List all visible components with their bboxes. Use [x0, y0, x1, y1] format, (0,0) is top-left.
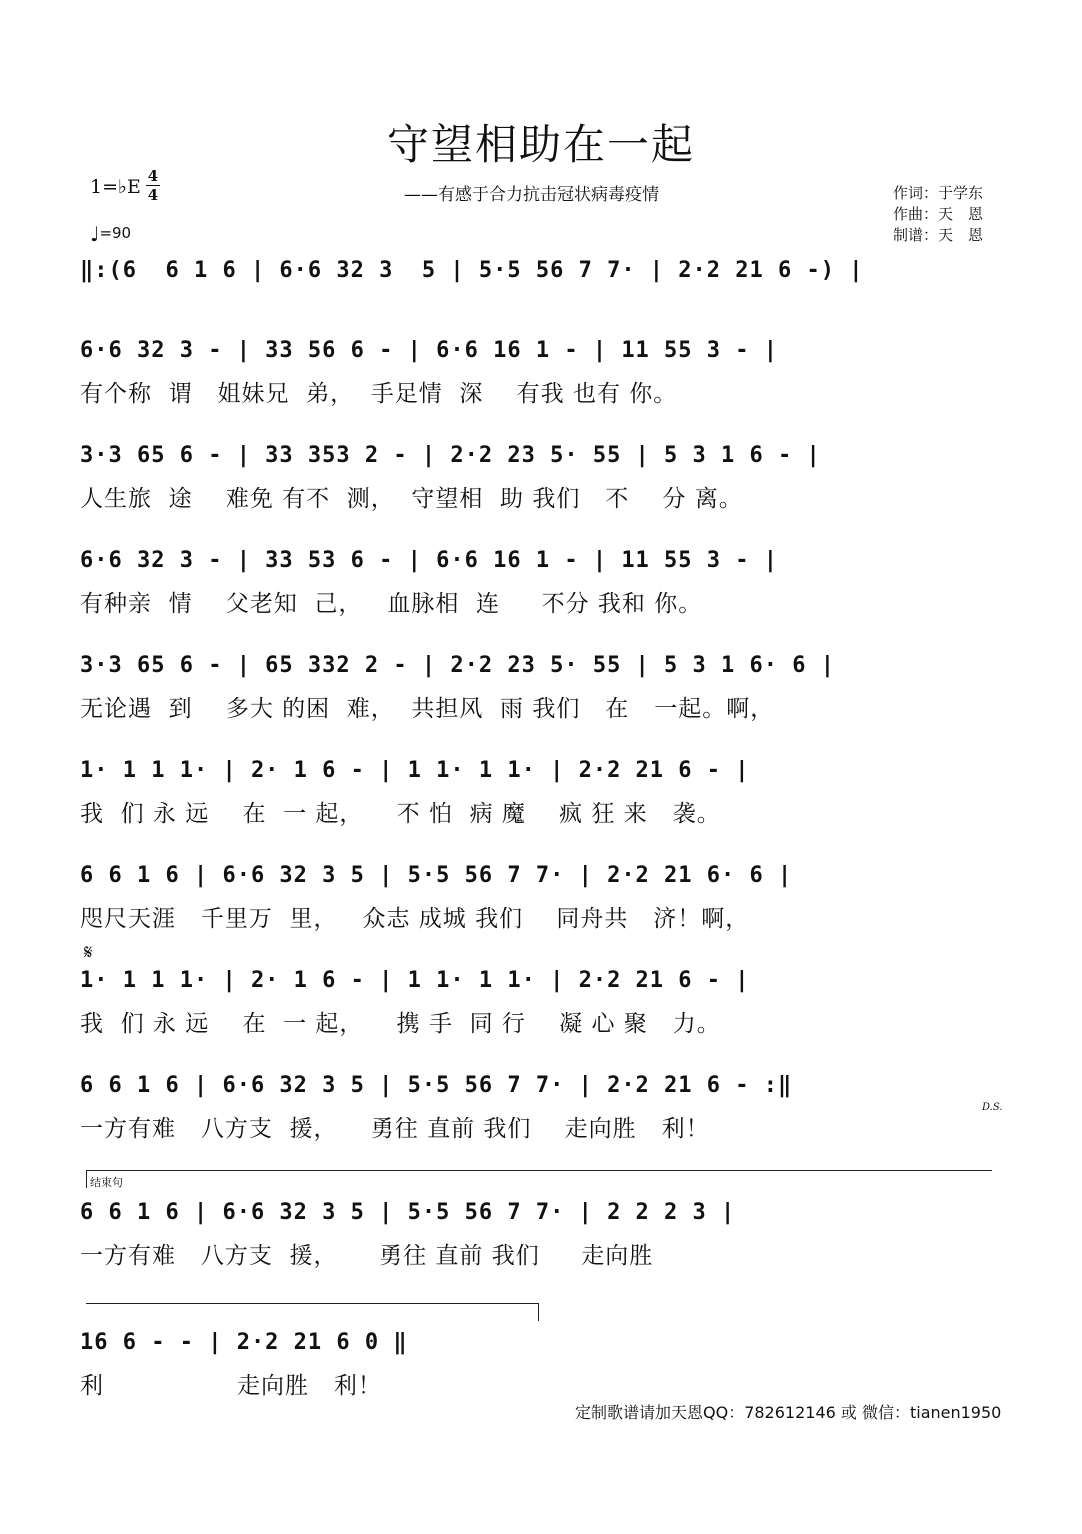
arranger-credit: 制谱：天 恩 — [893, 226, 984, 244]
ending-bracket-line-2 — [86, 1303, 538, 1304]
song-title: 守望相助在一起 — [386, 120, 695, 169]
ending-bracket-tick — [86, 1170, 87, 1188]
notation-row-5: 1· 1 1 1· | 2· 1 6 - | 1 1· 1 1· | 2·2 21 6 - | — [80, 758, 750, 783]
time-signature-bottom: 4 — [147, 186, 159, 204]
notation-row-0: ‖:(6 6 1 6 | 6·6 32 3 5 | 5·5 56 7 7· | 2·2 21 6 -) | — [80, 258, 864, 283]
ending-label: 结束句 — [90, 1176, 123, 1189]
lyrics-row-5: 我 们 永 远 在 一 起， 不 怕 病 魔 疯 狂 来 袭。 — [80, 801, 721, 827]
composer-credit: 作曲：天 恩 — [893, 205, 984, 223]
notation-row-7: 1· 1 1 1· | 2· 1 6 - | 1 1· 1 1· | 2·2 21 6 - | — [80, 968, 750, 993]
song-subtitle: ——有感于合力抗击冠状病毒疫情 — [404, 185, 659, 205]
lyrics-row-7: 我 们 永 远 在 一 起， 携 手 同 行 凝 心 聚 力。 — [80, 1011, 721, 1037]
quarter-note-icon: ♩ — [90, 222, 100, 246]
notation-row-4: 3·3 65 6 - | 65 332 2 - | 2·2 23 5· 55 | 5 3 1 6· 6 | — [80, 653, 835, 678]
segno-icon: 𝄋 — [84, 940, 93, 964]
ending-bracket-line — [86, 1170, 992, 1171]
notation-row-3: 6·6 32 3 - | 33 53 6 - | 6·6 16 1 - | 11 55 3 - | — [80, 548, 779, 573]
contact-footer: 定制歌谱请加天恩QQ：782612146 或 微信：tianen1950 — [575, 1403, 1002, 1422]
notation-row-2: 3·3 65 6 - | 33 353 2 - | 2·2 23 5· 55 | 5 3 1 6 - | — [80, 443, 821, 468]
notation-row-8: 6 6 1 6 | 6·6 32 3 5 | 5·5 56 7 7· | 2·2 21 6 - :‖ — [80, 1073, 793, 1098]
ending-bracket-tick-2 — [538, 1303, 539, 1321]
time-signature — [146, 168, 160, 203]
key-signature: 1=♭E — [90, 176, 141, 198]
lyrics-row-8: 一方有难 八方支 援， 勇往 直前 我们 走向胜 利！ — [80, 1116, 710, 1142]
lyrics-row-10: 利 走向胜 利！ — [80, 1373, 382, 1399]
notation-row-1: 6·6 32 3 - | 33 56 6 - | 6·6 16 1 - | 11 55 3 - | — [80, 338, 779, 363]
lyricist-credit: 作词：于学东 — [893, 184, 984, 202]
tempo-value: =90 — [99, 224, 132, 242]
lyrics-row-9: 一方有难 八方支 援， 勇往 直前 我们 走向胜 — [80, 1243, 654, 1269]
lyrics-row-2: 人生旅 途 难免 有不 测， 守望相 助 我们 不 分 离。 — [80, 486, 743, 512]
notation-row-9: 6 6 1 6 | 6·6 32 3 5 | 5·5 56 7 7· | 2 2 2 3 | — [80, 1200, 736, 1225]
lyrics-row-6: 咫尺天涯 千里万 里， 众志 成城 我们 同舟共 济！啊， — [80, 906, 750, 932]
tempo-marking — [90, 222, 131, 246]
lyrics-row-3: 有种亲 情 父老知 己， 血脉相 连 不分 我和 你。 — [80, 591, 703, 617]
notation-row-10: 16 6 - - | 2·2 21 6 0 ‖ — [80, 1330, 408, 1355]
lyrics-row-1: 有个称 谓 姐妹兄 弟， 手足情 深 有我 也有 你。 — [80, 381, 678, 407]
notation-row-6: 6 6 1 6 | 6·6 32 3 5 | 5·5 56 7 7· | 2·2 21 6· 6 | — [80, 863, 793, 888]
ds-marking: D.S. — [982, 1102, 1003, 1113]
lyrics-row-4: 无论遇 到 多大 的困 难， 共担风 雨 我们 在 一起。啊， — [80, 696, 775, 722]
time-signature-top: 4 — [147, 167, 159, 185]
